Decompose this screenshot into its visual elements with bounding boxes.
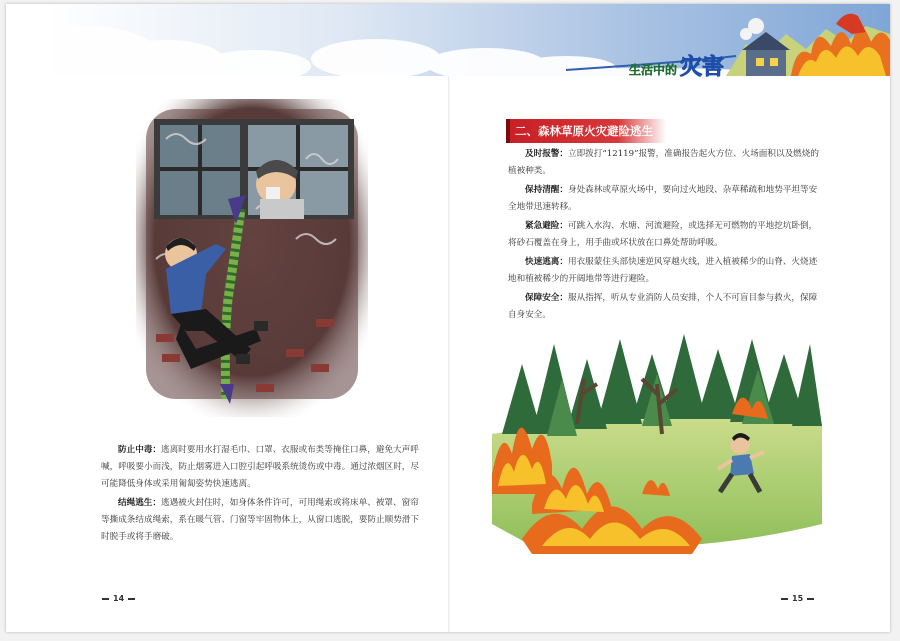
paragraph-text: 服从指挥，听从专业消防人员安排，个人不可盲目参与救火，保障自身安全。 — [508, 293, 818, 320]
book-gutter — [448, 4, 450, 632]
banner-title — [629, 52, 724, 78]
paragraph-text: 立即拨打“12119”报警，准确报告起火方位、火场面积以及燃烧的植被种类。 — [508, 149, 819, 176]
paragraph-text: 逃离时要用水打湿毛巾、口罩、衣服或布类等掩住口鼻，避免大声呼喊，呼吸要小而浅，防止烟雾进入口腔引起呼吸系统烫伤或中毒。通过浓烟区时，尽可能降低身体或采用匍匐姿势快速逃离。 — [101, 445, 419, 489]
forest-fire-illustration — [492, 324, 822, 556]
paragraph-tag: 及时报警： — [525, 149, 568, 159]
paragraph-prevent-poisoning — [101, 442, 419, 493]
paragraph-tag: 保持清醒： — [525, 185, 568, 195]
paragraph-report-alarm — [508, 146, 820, 180]
page-number-text: 15 — [792, 594, 804, 603]
section-heading — [506, 119, 666, 143]
left-page-body — [101, 442, 419, 548]
section-heading-text: 二、森林草原火灾避险逃生 — [515, 124, 653, 138]
section-heading-bar — [506, 119, 510, 143]
paragraph-text: 身处森林或草原火场中，要向过火地段、杂草稀疏和地势平坦等安全地带迅速转移。 — [508, 185, 818, 212]
paragraph-ensure-safety — [508, 290, 820, 324]
page-number-text: 14 — [113, 594, 125, 603]
paragraph-stay-calm — [508, 182, 820, 216]
header-banner — [46, 4, 890, 84]
paragraph-fast-escape — [508, 254, 820, 288]
paragraph-text: 可跳入水沟、水塘、河流避险，或选择无可燃物的平地挖坑卧倒，将砂石覆盖在身上，用手曲或坏状放在口鼻处帮助呼吸。 — [508, 221, 818, 248]
banner-series-subtitle: 生活中的 — [629, 63, 678, 77]
banner-series-title: 灾害 — [680, 54, 725, 80]
page-number-left — [98, 594, 139, 603]
window-escape-illustration — [136, 99, 368, 417]
book-spread — [6, 4, 890, 632]
page-number-dash — [102, 598, 109, 600]
paragraph-tag: 快速逃离： — [525, 257, 568, 267]
page-number-dash — [781, 598, 788, 600]
page-number-dash — [807, 598, 814, 600]
paragraph-tag: 防止中毒： — [118, 445, 161, 455]
paragraph-tag: 结绳逃生： — [118, 498, 161, 508]
banner-artwork — [46, 4, 890, 84]
page-number-right — [777, 594, 818, 603]
page-number-dash — [128, 598, 135, 600]
paragraph-tag: 紧急避险： — [525, 221, 568, 231]
paragraph-rope-escape — [101, 495, 419, 546]
paragraph-text: 逃遇被火封住时，如身体条件许可，可用绳索或将床单、被罩、窗帘等撕成条结成绳索，系在暖气管、门窗等牢固物体上，从窗口逃脱，要防止顺势滑下时脱手或将手磨破。 — [101, 498, 419, 542]
paragraph-text: 用衣服蒙住头部快速逆风穿越火线，进入植被稀少的山脊、火烧迹地和植被稀少的开阔地带等进行避险。 — [508, 257, 818, 284]
paragraph-tag: 保障安全： — [525, 293, 568, 303]
right-page-body — [508, 146, 820, 326]
paragraph-emergency-shelter — [508, 218, 820, 252]
